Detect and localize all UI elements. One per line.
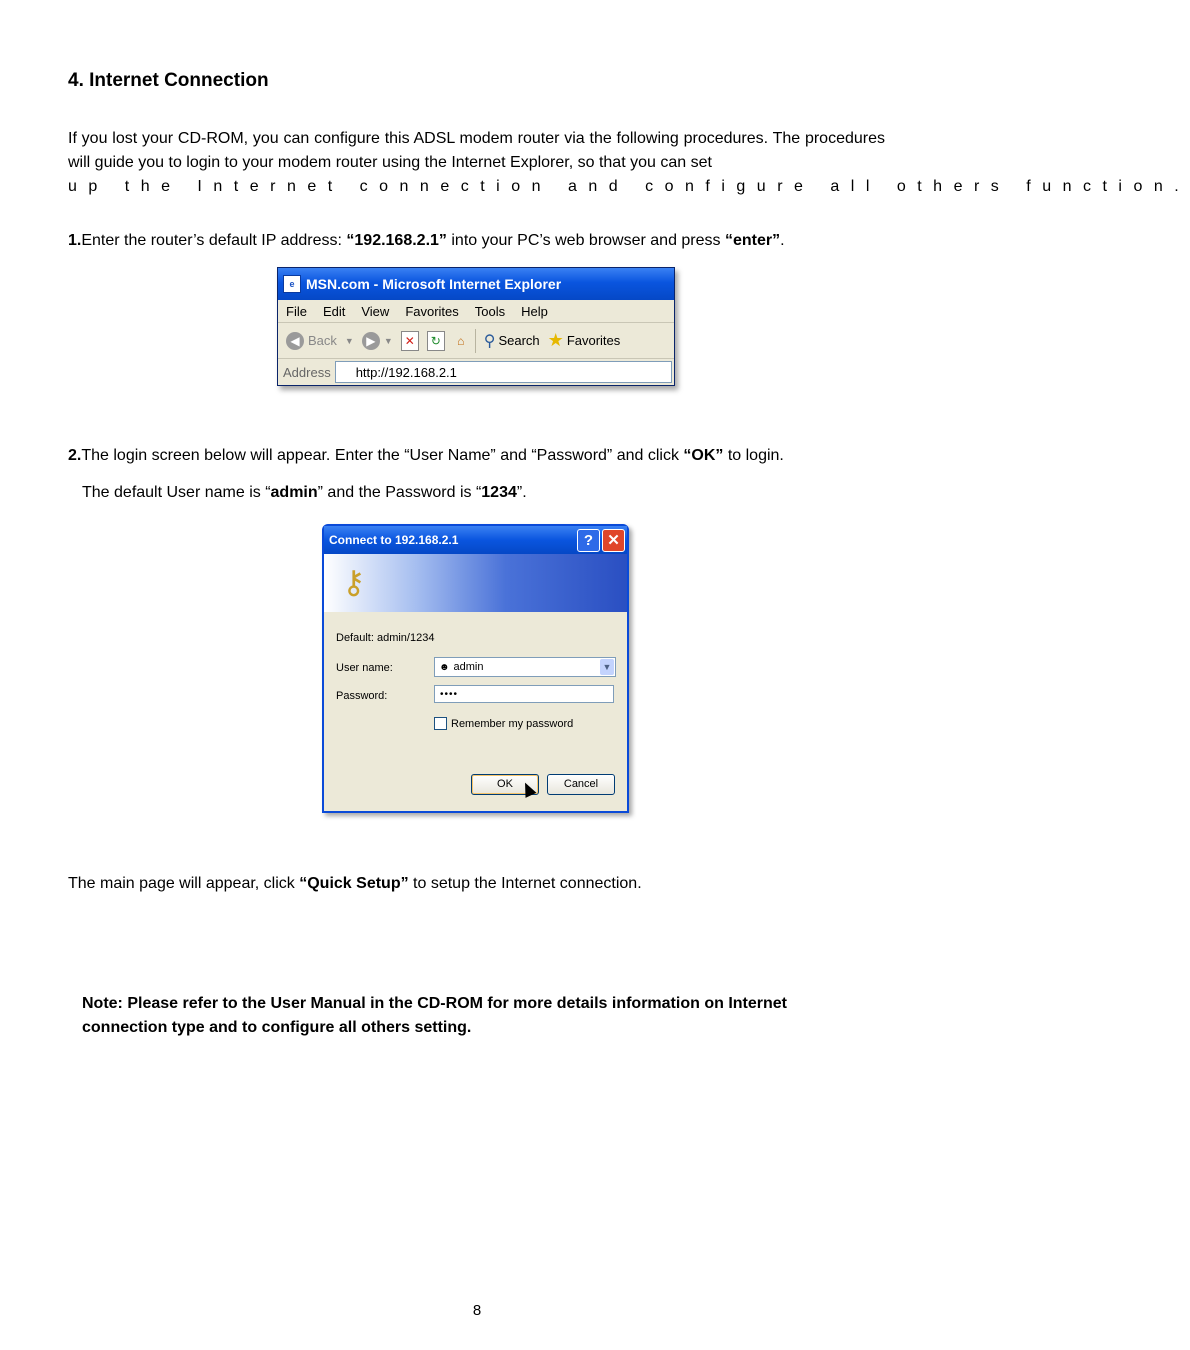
favorites-button[interactable]	[548, 330, 621, 351]
menu-favorites[interactable]: Favorites	[405, 303, 459, 319]
refresh-button[interactable]	[427, 331, 445, 351]
step-2	[68, 444, 784, 468]
back-button[interactable]	[286, 332, 354, 350]
intro-line-1: If you lost your CD-ROM, you can configure this ADSL modem router via the following procedures. The procedures will guide you to login to your modem router using the Internet Explorer, so that you can set	[68, 130, 885, 171]
menu-file[interactable]: File	[286, 303, 307, 319]
mainpage-text-a: The main page will appear, click	[68, 875, 300, 892]
stop-button[interactable]	[401, 331, 419, 351]
note-paragraph: Note: Please refer to the User Manual in the CD-ROM for more details information on Internet connection type and to configure all others setting.	[82, 995, 787, 1036]
ie-menubar	[278, 300, 674, 323]
page-number: 8	[472, 1302, 482, 1319]
username-field[interactable]	[434, 657, 616, 677]
remember-password-checkbox[interactable]	[434, 717, 573, 730]
default-credentials	[82, 481, 527, 505]
ie-toolbar	[278, 323, 674, 359]
ie-window	[277, 267, 675, 386]
star-icon: ★	[547, 330, 564, 350]
dialog-window-buttons	[575, 529, 625, 552]
ie-addressbar	[278, 359, 674, 385]
dialog-body	[324, 612, 627, 809]
step-2-ok: “OK”	[683, 447, 724, 464]
forward-arrow-icon: ▶	[362, 332, 380, 350]
menu-edit[interactable]: Edit	[322, 303, 346, 319]
intro-paragraph	[68, 127, 1190, 199]
step-1-number: 1.	[68, 232, 82, 249]
ok-button[interactable]: OK	[471, 774, 539, 795]
defaults-user: admin	[270, 484, 318, 501]
back-arrow-icon: ◀	[286, 332, 304, 350]
close-icon[interactable]: ✕	[602, 529, 625, 552]
step-2-text-b: to login.	[723, 447, 784, 464]
dialog-banner	[324, 554, 627, 612]
ie-app-icon: e	[283, 275, 301, 293]
keys-icon: ⚷	[342, 564, 366, 600]
password-label: Password:	[336, 690, 388, 702]
home-icon: ⌂	[457, 333, 465, 348]
toolbar-separator	[475, 329, 476, 353]
defaults-text-b: ” and the Password is “	[317, 484, 482, 501]
search-icon: ⚲	[483, 332, 496, 350]
defaults-text-c: ”.	[516, 484, 527, 501]
section-heading: 4. Internet Connection	[68, 70, 269, 91]
dialog-title: Connect to 192.168.2.1	[329, 533, 459, 547]
remember-label: Remember my password	[451, 717, 574, 730]
login-dialog	[322, 524, 629, 813]
quick-setup-text: “Quick Setup”	[299, 875, 409, 892]
step-2-number: 2.	[68, 447, 82, 464]
password-field[interactable]: ••••	[434, 685, 614, 703]
step-1-ip: “192.168.2.1”	[346, 232, 447, 249]
stop-icon: ✕	[401, 331, 419, 351]
cancel-button[interactable]: Cancel	[547, 774, 615, 795]
main-page-instruction	[68, 872, 642, 896]
address-input[interactable]: http://192.168.2.1	[335, 361, 672, 383]
search-button[interactable]	[484, 331, 540, 351]
user-icon: ☻	[439, 661, 450, 673]
username-value: admin	[453, 661, 484, 673]
favorites-label: Favorites	[566, 333, 621, 348]
mainpage-text-b: to setup the Internet connection.	[408, 875, 642, 892]
step-1-text-b: into your PC’s web browser and press	[446, 232, 725, 249]
step-1	[68, 229, 785, 253]
intro-line-2: up the Internet connection and configure all others function.	[68, 178, 1190, 195]
address-label: Address	[283, 364, 331, 380]
chevron-down-icon: ▼	[344, 335, 354, 346]
dialog-titlebar	[324, 526, 627, 554]
search-label: Search	[498, 333, 540, 348]
refresh-icon: ↻	[427, 331, 445, 351]
step-2-text-a: The login screen below will appear. Enter the “User Name” and “Password” and click	[81, 447, 684, 464]
ie-titlebar	[278, 268, 674, 300]
step-1-text-a: Enter the router’s default IP address:	[81, 232, 347, 249]
forward-button[interactable]	[362, 332, 393, 350]
chevron-down-icon: ▼	[383, 335, 393, 346]
home-button[interactable]	[453, 332, 469, 350]
step-1-key: “enter”	[724, 232, 781, 249]
defaults-text-a: The default User name is “	[82, 484, 271, 501]
menu-tools[interactable]: Tools	[474, 303, 506, 319]
default-hint: Default: admin/1234	[336, 632, 435, 644]
chevron-down-icon[interactable]: ▼	[600, 659, 614, 675]
checkbox-icon	[434, 717, 447, 730]
back-label: Back	[308, 333, 337, 348]
menu-help[interactable]: Help	[521, 303, 548, 319]
menu-view[interactable]: View	[361, 303, 390, 319]
ie-title: MSN.com - Microsoft Internet Explorer	[306, 276, 562, 292]
help-icon[interactable]: ?	[577, 529, 600, 552]
step-1-text-c: .	[780, 232, 785, 249]
defaults-pass: 1234	[481, 484, 517, 501]
username-label: User name:	[336, 662, 393, 674]
